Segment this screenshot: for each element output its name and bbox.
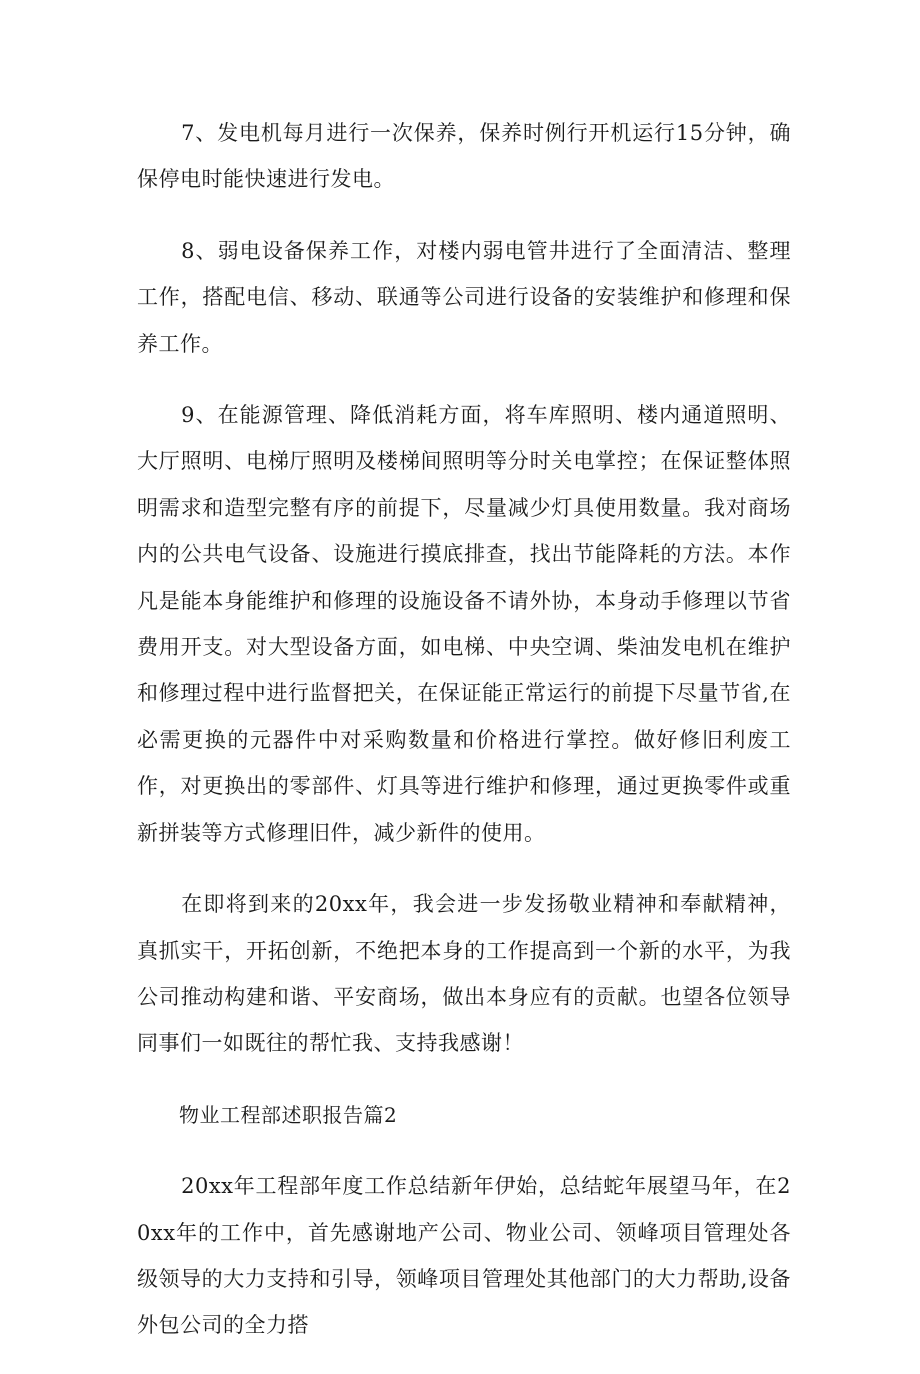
paragraph-item-9-energy: 9、在能源管理、降低消耗方面，将车库照明、楼内通道照明、大厅照明、电梯厅照明及楼梯间照明等分时关电掌控；在保证整体照明需求和造型完整有序的前提下，尽量减少灯具使用数量。我对商场内的公共电气设备、设施进行摸底排查，找出节能降耗的方法。本作凡是能本身能维护和修理的设施设备不请外协，本身动手修理以节省费用开支。对大型设备方面，如电梯、中央空调、柴油发电机在维护和修理过程中进行监督把关，在保证能正常运行的前提下尽量节省,在必需更换的元器件中对采购数量和价格进行掌控。做好修旧利废工作，对更换出的零部件、灯具等进行维护和修理，通过更换零件或重新拼装等方式修理旧件，减少新件的使用。 [137,403,791,845]
paragraph-annual-summary: 20xx年工程部年度工作总结新年伊始，总结蛇年展望马年，在20xx年的工作中，首先感谢地产公司、物业公司、领峰项目管理处各级领导的大力支持和引导，领峰项目管理处其他部门的大力帮助,设备外包公司的全力搭 [137,1174,791,1338]
paragraph-item-8-low-voltage: 8、弱电设备保养工作，对楼内弱电管井进行了全面清洁、整理工作，搭配电信、移动、联通等公司进行设备的安装维护和修理和保养工作。 [137,238,791,356]
paragraph-item-7-generator: 7、发电机每月进行一次保养，保养时例行开机运行15分钟，确保停电时能快速进行发电。 [137,121,791,192]
paragraph-outlook: 在即将到来的20xx年，我会进一步发扬敬业精神和奉献精神，真抓实干，开拓创新，不绝把本身的工作提高到一个新的水平，为我公司推动构建和谐、平安商场，做出本身应有的贡献。也望各位领导同事们一如既往的帮忙我、支持我感谢！ [137,892,791,1056]
document-body [137,110,791,1374]
section-heading: 物业工程部述职报告篇2 [179,1102,398,1127]
